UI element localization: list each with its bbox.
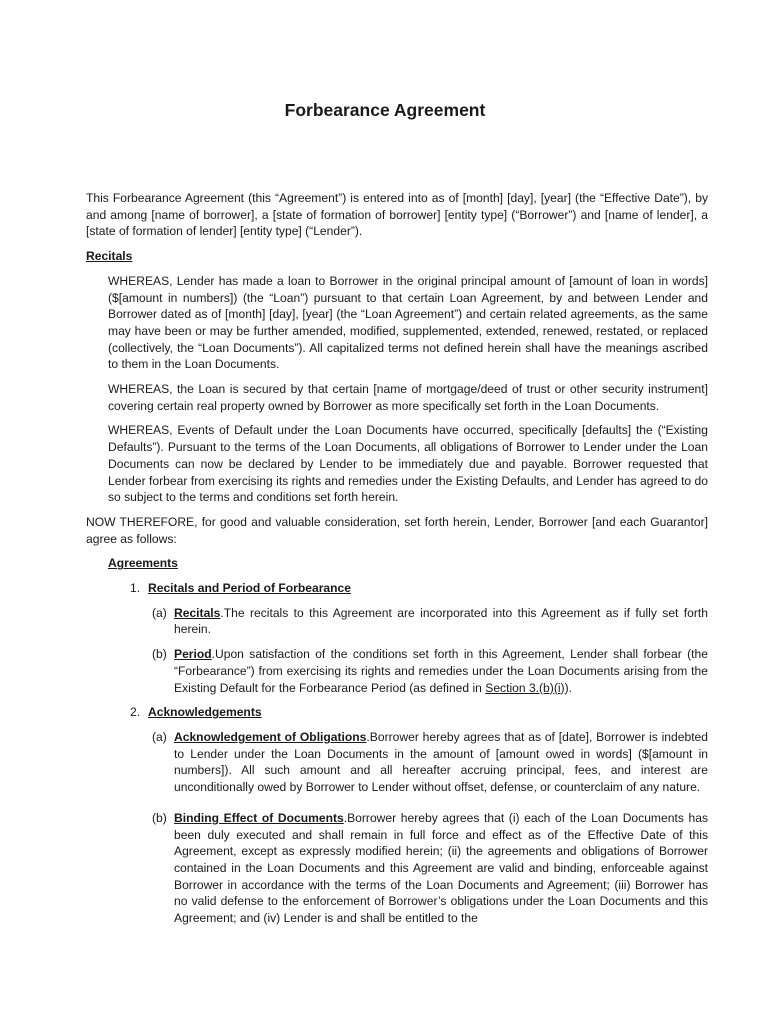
now-therefore-paragraph: NOW THEREFORE, for good and valuable consideration, set forth herein, Lender, Borrower [and each Guarantor] agree as follows:	[86, 514, 708, 546]
recitals-heading: Recitals	[86, 249, 133, 264]
clause-body: .Borrower hereby agrees that (i) each of the Loan Documents has been duly executed and shall remain in full force and effect as of the Effective Date of this Agreement, except as expressly modified herein; (ii) the agreements and obligations of Borrower contained in the Loan Documents and this Agreement are valid and binding, enforceable against Borrower in accordance with the terms of the Loan Documents and Agreement; (iii) Borrower has no valid defense to the enforcement of Borrower’s obligations under the Loan Documents and this Agreement; and (iv) Lender is and shall be entitled to the	[174, 810, 708, 926]
clause-lead: Binding Effect of Documents	[174, 810, 344, 825]
clause-text	[174, 646, 708, 696]
clause-letter: (b)	[152, 810, 167, 825]
clause-text	[174, 605, 708, 638]
clause-letter: (a)	[152, 605, 167, 620]
clause-lead: Recitals	[174, 605, 221, 620]
clause-text	[174, 729, 708, 796]
section-title: Recitals and Period of Forbearance	[148, 581, 351, 596]
clause-letter: (a)	[152, 729, 167, 744]
clause-body: .Borrower hereby agrees that as of [date], Borrower is indebted to Lender under the Loan Documents in the amount of [amount owed in words] ($[amount in numbers]). All such amount and all hereafter accruing principal, fees, and interest are unconditionally owed by Borrower to Lender without offset, defense, or counterclaim of any nature.	[174, 729, 709, 795]
recital-paragraph: WHEREAS, the Loan is secured by that certain [name of mortgage/deed of trust or other security instrument] covering certain real property owned by Borrower as more specifically set forth in the Loan Documents.	[108, 382, 708, 413]
clause-body: .The recitals to this Agreement are incorporated into this Agreement as if fully set forth herein.	[174, 605, 708, 637]
clause-item	[152, 729, 708, 796]
section-heading	[130, 704, 708, 721]
clause-tail: ).	[564, 680, 572, 695]
clause-text	[174, 810, 708, 927]
clause-item	[152, 605, 708, 638]
section-title: Acknowledgements	[148, 705, 262, 720]
section-heading	[130, 580, 708, 597]
intro-paragraph: This Forbearance Agreement (this “Agreement”) is entered into as of [month] [day], [year] (the “Effective Date”), by and among [name of borrower], a [state of formation of borrower] [entity type] (“Borrower”) and [name of lender], a [state of formation of lender] [entity type] (“Lender”).	[86, 191, 708, 239]
recital-paragraph: WHEREAS, Events of Default under the Loan Documents have occurred, specifically [defaults] the (“Existing Defaults”). Pursuant to the terms of the Loan Documents, all obligations of Borrower to Lender under the Loan Documents can now be declared by Lender to be immediately due and payable. Borrower requested that Lender forbear from exercising its rights and remedies under the Existing Defaults, and Lender has agreed to do so subject to the terms and conditions set forth herein.	[108, 423, 708, 505]
clause-letter: (b)	[152, 647, 167, 662]
section-number: 2.	[130, 705, 141, 720]
recital-paragraph: WHEREAS, Lender has made a loan to Borrower in the original principal amount of [amount of loan in words] ($[amount in numbers]) (the “Loan”) pursuant to that certain Loan Agreement, by and between Lender and Borrower dated as of [month] [day], [year] (the “Loan Agreement”) and certain related agreements, as the same may have been or may be further amended, modified, supplemented, extended, renewed, restated, or replaced (collectively, the “Loan Documents”). All capitalized terms not defined herein shall have the meanings ascribed to them in the Loan Documents.	[108, 273, 708, 372]
agreements-heading: Agreements	[108, 556, 178, 571]
clause-body: .Upon satisfaction of the conditions set forth in this Agreement, Lender shall forbear (the “Forbearance”) from exercising its rights and remedies under the Loan Documents arising from the Existing Default for the Forbearance Period (as defined in	[174, 647, 708, 695]
document-title: Forbearance Agreement	[284, 100, 486, 120]
clause-lead: Period	[174, 647, 212, 662]
section-number: 1.	[130, 581, 141, 596]
section-cross-reference: Section 3.(b)(i)	[485, 680, 565, 695]
document-body	[86, 190, 708, 935]
clause-item	[152, 810, 708, 927]
clause-item	[152, 646, 708, 696]
clause-lead: Acknowledgement of Obligations	[174, 729, 367, 744]
